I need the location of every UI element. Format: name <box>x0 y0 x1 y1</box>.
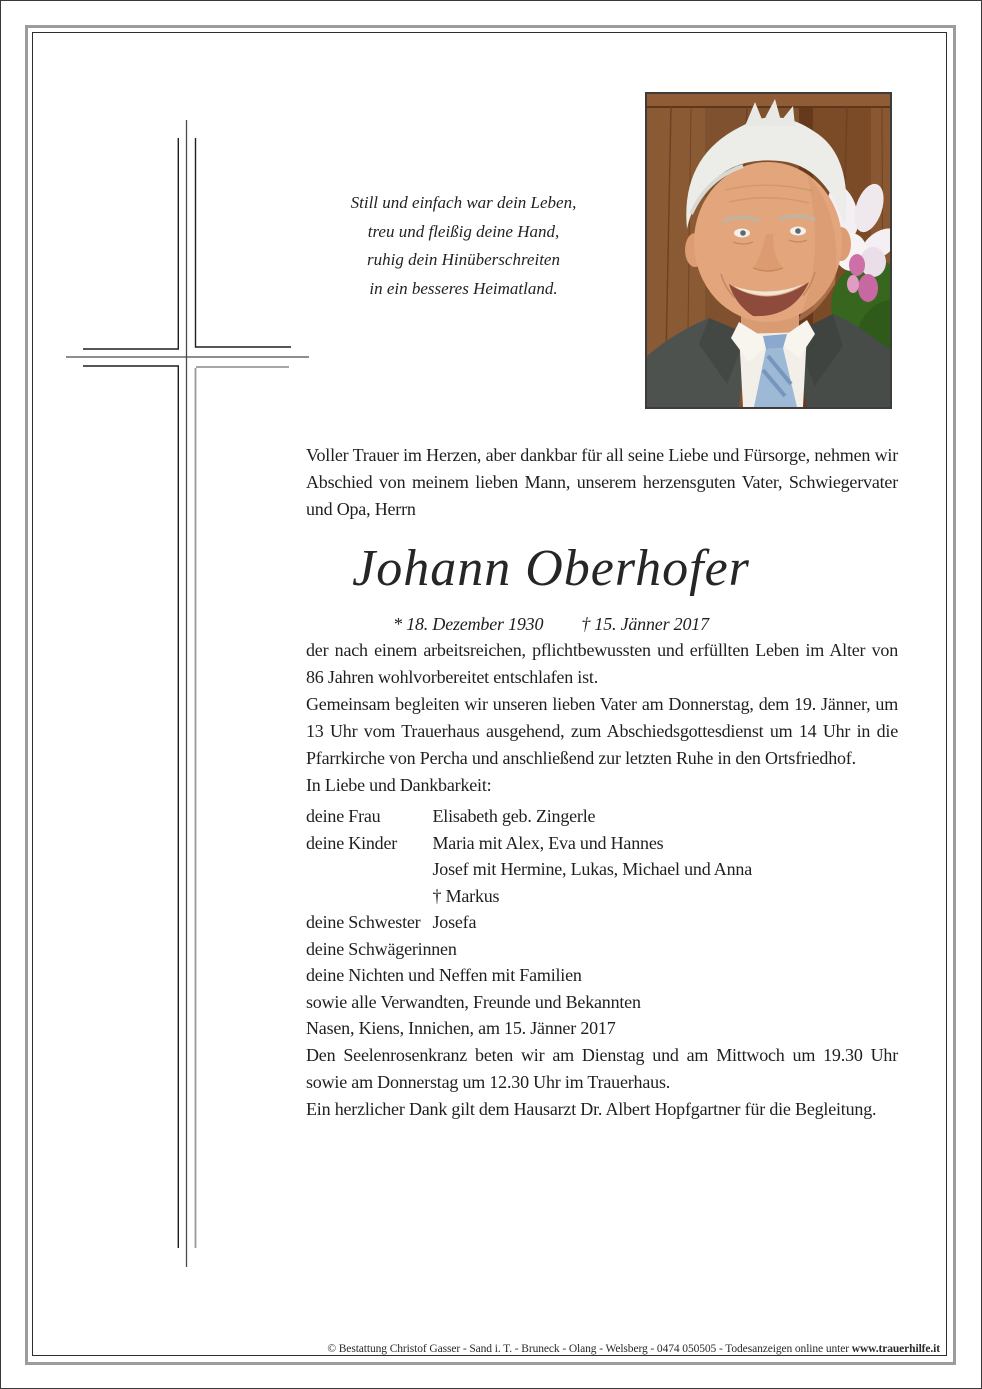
mourner-label: deine Kinder <box>306 832 398 853</box>
funeral-paragraph: Gemeinsam begleiten wir unseren lieben Vater am Donnerstag, dem 19. Jänner, um 13 Uhr vom Trauerhaus ausgehend, zum Abschiedsgottesdienst um 14 Uhr in die Pfarrkirche von Percha und anschließend zur letzten Ruhe in den Ortsfriedhof. <box>306 694 898 768</box>
mourner-row: sowie alle Verwandten, Freunde und Bekannten <box>306 991 641 1012</box>
obituary-text-column <box>306 442 898 1123</box>
mourner-names <box>432 830 898 910</box>
poem-line: treu und fleißig deine Hand, <box>367 221 560 241</box>
deceased-name: Johann Oberhofer <box>352 540 750 597</box>
mourner-name-line: Maria mit Alex, Eva und Hannes <box>432 832 664 853</box>
portrait-photo <box>645 92 892 409</box>
place-dateline: Nasen, Kiens, Innichen, am 15. Jänner 2017 <box>306 1018 616 1038</box>
mourner-name-line: Elisabeth geb. Zingerle <box>432 806 596 826</box>
passing-paragraph: der nach einem arbeitsreichen, pflichtbewussten und erfüllten Leben im Alter von 86 Jahren wohlvorbereitet entschlafen ist. <box>306 640 898 687</box>
memorial-cross-icon <box>61 115 311 1275</box>
mourner-name-line: † Markus <box>432 885 500 906</box>
death-date: † 15. Jänner 2017 <box>581 614 709 634</box>
poem-line: ruhig dein Hinüberschreiten <box>367 250 560 269</box>
rosary-paragraph: Den Seelenrosenkranz beten wir am Dienstag und am Mittwoch um 19.30 Uhr sowie am Donnerstag um 12.30 Uhr im Trauerhaus. <box>306 1045 898 1092</box>
thanks-paragraph: Ein herzlicher Dank gilt dem Hausarzt Dr. Albert Hopfgartner für die Begleitung. <box>306 1099 877 1119</box>
mourner-name-line: Josef mit Hermine, Lukas, Michael und Anna <box>432 859 752 879</box>
mourner-label: deine Frau <box>306 806 381 826</box>
birth-date: * 18. Dezember 1930 <box>393 614 544 634</box>
footer-website: www.trauerhilfe.it <box>851 1343 940 1355</box>
mourner-name-line: Josefa <box>432 912 477 932</box>
funeral-home-credit: © Bestattung Christof Gasser - Sand i. T. - Bruneck - Olang - Welsberg - 0474 050505 - Todesanzeigen online unter <box>327 1343 852 1355</box>
mourners-heading: In Liebe und Dankbarkeit: <box>306 775 492 795</box>
memorial-poem <box>331 189 596 303</box>
mourner-row: deine Nichten und Neffen mit Familien <box>306 965 582 985</box>
mourner-names <box>432 909 898 936</box>
poem-line: Still und einfach war dein Leben, <box>350 193 577 212</box>
mourner-label: deine Schwester <box>306 912 421 932</box>
mourner-row: deine Schwägerinnen <box>306 938 457 959</box>
poem-line: in ein besseres Heimatland. <box>369 278 558 298</box>
footer-credit <box>327 1343 940 1355</box>
mourners-list <box>306 803 898 1015</box>
life-dates <box>306 611 796 637</box>
mourner-names <box>432 803 898 830</box>
portrait-illustration <box>647 94 890 407</box>
intro-paragraph: Voller Trauer im Herzen, aber dankbar für all seine Liebe und Fürsorge, nehmen wir Abschied von meinem lieben Mann, unserem herzensguten Vater, Schwiegervater und Opa, Herrn <box>306 445 898 519</box>
deceased-name-block <box>306 529 796 637</box>
